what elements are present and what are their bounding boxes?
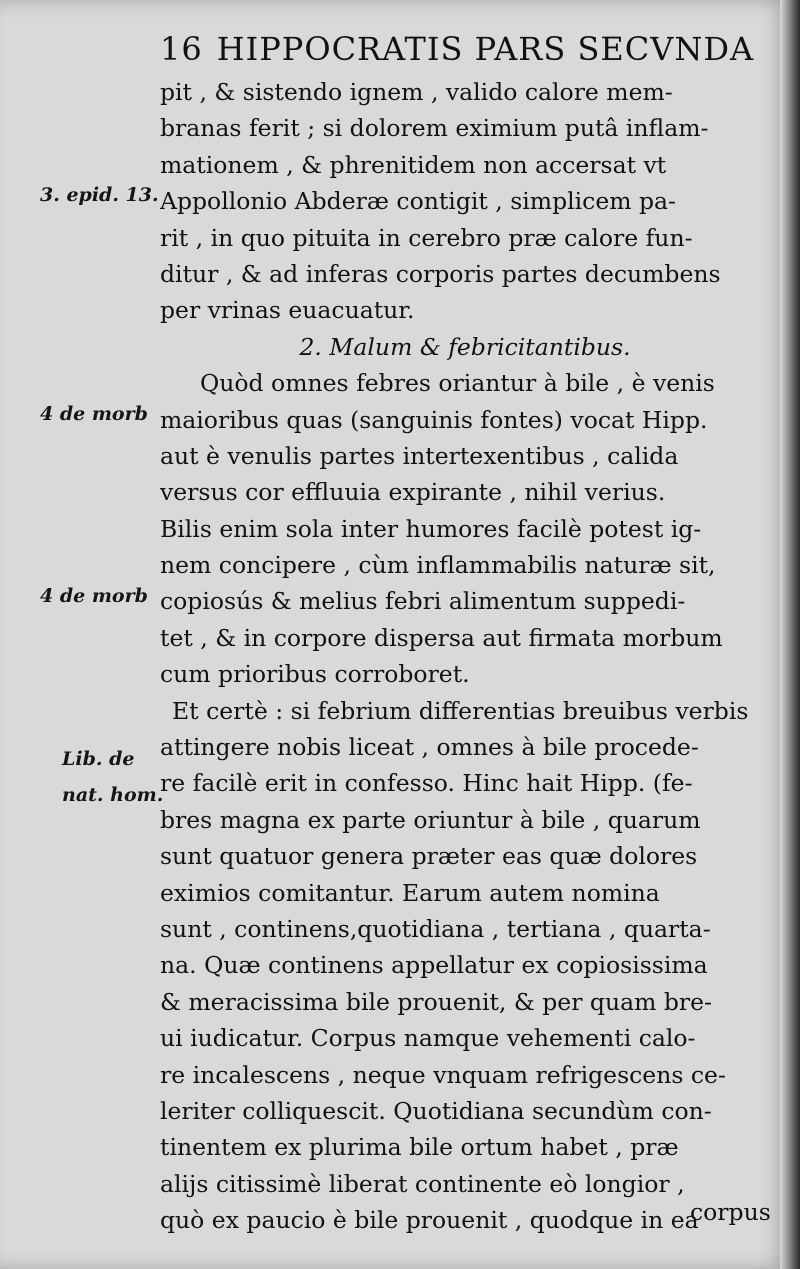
text-line: re facilè erit in confesso. Hinc hait Hipp. (fe- (160, 769, 693, 798)
text-line: maioribus quas (sanguinis fontes) vocat Hipp. (160, 405, 708, 434)
text-line: alijs citissimè liberat continente eò longior , (160, 1169, 685, 1198)
text-line: cum prioribus corroboret. (160, 660, 470, 689)
text-line: bres magna ex parte oriuntur à bile , quarum (160, 805, 701, 834)
text-line: rit , in quo pituita in cerebro præ calore fun- (160, 223, 693, 252)
catchword: corpus (690, 1198, 771, 1226)
body-text (160, 74, 770, 1239)
text-line: per vrinas euacuatur. (160, 296, 415, 325)
text-line: ditur , & ad inferas corporis partes decumbens (160, 259, 721, 288)
text-line: copiosús & melius febri alimentum suppedi- (160, 587, 686, 616)
running-title: HIPPOCRATIS PARS SECVNDA (216, 30, 755, 68)
text-line: branas ferit ; si dolorem eximium putâ inflam- (160, 114, 709, 143)
text-line: mationem , & phrenitidem non accersat vt (160, 150, 667, 179)
text-line: sunt , continens,quotidiana , tertiana , quarta- (160, 914, 711, 943)
margin-note: 4 de morb (40, 585, 148, 607)
page-header (160, 30, 755, 68)
text-line: aut è venulis partes intertexentibus , calida (160, 441, 679, 470)
text-line: versus cor effluuia expirante , nihil verius. (160, 478, 666, 507)
text-line: Et certè : si febrium differentias breuibus verbis (172, 696, 749, 725)
text-line: nem concipere , cùm inflammabilis naturæ sit, (160, 551, 716, 580)
page-number: 16 (160, 30, 203, 68)
text-line: quò ex paucio è bile prouenit , quodque in ea (160, 1206, 699, 1235)
text-line: ui iudicatur. Corpus namque vehementi calo- (160, 1024, 696, 1053)
text-line: pit , & sistendo ignem , valido calore mem- (160, 78, 673, 106)
text-line: sunt quatuor genera præter eas quæ dolores (160, 842, 698, 871)
text-line: eximios comitantur. Earum autem nomina (160, 878, 660, 907)
text-line: re incalescens , neque vnquam refrigescens ce- (160, 1060, 726, 1089)
margin-note: 4 de morb (40, 403, 148, 425)
text-line: leriter colliquescit. Quotidiana secundùm con- (160, 1096, 712, 1125)
text-line: & meracissima bile prouenit, & per quam bre- (160, 987, 712, 1016)
text-line: Bilis enim sola inter humores facilè potest ig- (160, 514, 702, 543)
margin-note: 3. epid. 13. (40, 184, 159, 206)
text-line: tet , & in corpore dispersa aut firmata morbum (160, 623, 723, 652)
text-line: Appollonio Abderæ contigit , simplicem pa- (160, 187, 676, 216)
text-line: tinentem ex plurima bile ortum habet , præ (160, 1133, 679, 1162)
section-heading: 2. Malum & febricitantibus. (299, 332, 631, 361)
margin-note: nat. hom. (62, 784, 164, 806)
text-line: na. Quæ continens appellatur ex copiosissima (160, 951, 708, 980)
text-line: attingere nobis liceat , omnes à bile procede- (160, 733, 699, 762)
margin-note: Lib. de (62, 748, 135, 770)
text-line: Quòd omnes febres oriantur à bile , è venis (200, 369, 715, 398)
